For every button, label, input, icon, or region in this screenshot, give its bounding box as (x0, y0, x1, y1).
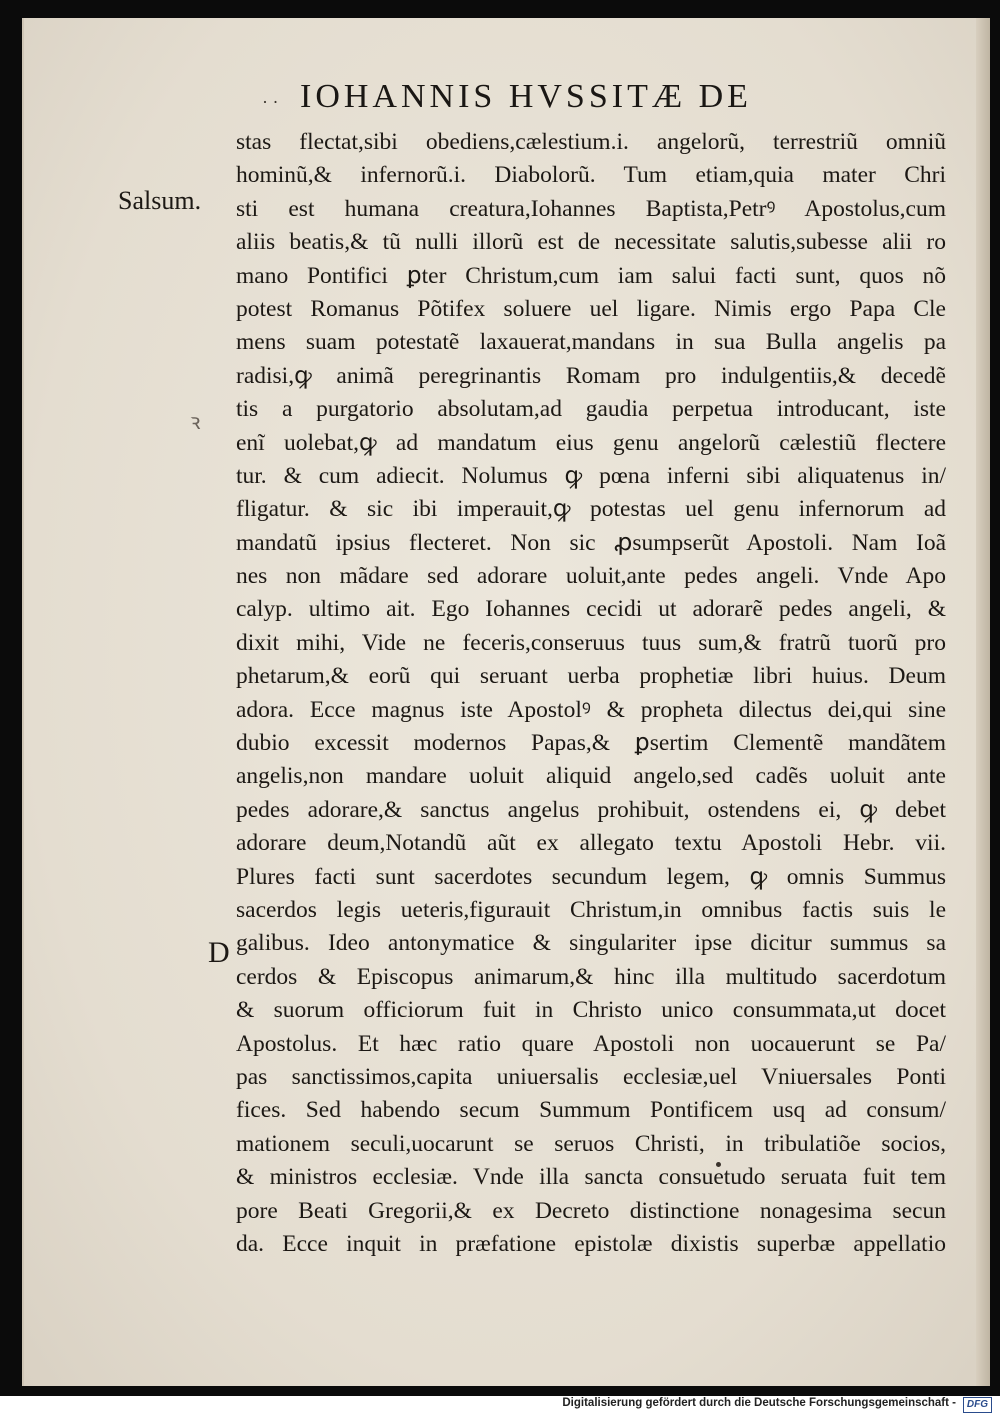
margin-note-salsum: Salsum. (118, 186, 202, 215)
text-line: dubio excessit modernos Papas,& ꝑsertim Clementẽ mandãtem (236, 730, 946, 757)
text-line: stas flectat,sibi obediens,cælestium.i. angelorũ, terrestriũ omniũ (236, 129, 946, 155)
running-head-ornament: · · (262, 92, 279, 112)
text-line: calyp. ultimo ait. Ego Iohannes cecidi ut adorarẽ pedes angeli, & (236, 596, 946, 623)
text-line: galibus. Ideo antonymatice & singulariter ipse dicitur summus sa (236, 930, 946, 957)
text-line: fices. Sed habendo secum Summum Pontificem usq ad consum/ (236, 1097, 946, 1124)
text-line: pas sanctissimos,capita uniuersalis ecclesiæ,uel Vniuersales Ponti (236, 1063, 946, 1090)
funding-credit: Digitalisierung gefördert durch die Deutsche Forschungsgemeinschaft - (562, 1397, 956, 1409)
margin-note-initial: D (208, 936, 230, 969)
main-text-block (236, 126, 946, 1261)
text-line: dixit mihi, Vide ne feceris,conseruus tuus sum,& fratrũ tuorũ pro (236, 629, 946, 656)
text-line: pore Beati Gregorii,& ex Decreto distinctione nonagesima secun (236, 1197, 946, 1224)
text-line: mens suam potestatẽ laxauerat,mandans in sua Bulla angelis pa (236, 329, 946, 356)
text-line: da. Ecce inquit in præfatione epistolæ dixistis superbæ appellatio (236, 1230, 946, 1257)
text-line: cerdos & Episcopus animarum,& hinc illa multitudo sacerdotum (236, 963, 946, 990)
text-line: fligatur. & sic ibi imperauit,ꝙ potestas uel genu infernorum ad (236, 496, 946, 523)
text-line: nes non mãdare sed adorare uoluit,ante pedes angeli. Vnde Apo (236, 563, 946, 590)
text-line: Apostolus. Et hæc ratio quare Apostoli non uocauerunt se Pa/ (236, 1030, 946, 1057)
margin-mark: ꝛ (190, 409, 201, 434)
text-line: & ministros ecclesiæ. Vnde illa sancta consuetudo seruata fuit tem (236, 1164, 946, 1191)
text-line: adorare deum,Notandũ aũt ex allegato textu Apostoli Hebr. vii. (236, 830, 946, 857)
text-line: radisi,ꝙ animã peregrinantis Romam pro indulgentiis,& decedẽ (236, 362, 946, 389)
text-line: sacerdos legis ueteris,figurauit Christum,in omnibus factis suis le (236, 896, 946, 923)
text-line: pedes adorare,& sanctus angelus prohibuit, ostendens ei, ꝙ debet (236, 796, 946, 823)
text-line: angelis,non mandare uoluit aliquid angelo,sed cadẽs uoluit ante (236, 763, 946, 790)
text-line: phetarum,& eorũ qui seruant uerba prophetiæ libri huius. Deum (236, 663, 946, 690)
page-edge (976, 18, 990, 1386)
text-line: Plures facti sunt sacerdotes secundum legem, ꝙ omnis Summus (236, 863, 946, 890)
text-line: potest Romanus Põtifex soluere uel ligare. Nimis ergo Papa Cle (236, 295, 946, 322)
text-line: adora. Ecce magnus iste Apostolꝰ & propheta dilectus dei,qui sine (236, 696, 946, 723)
text-line: & suorum officiorum fuit in Christo unico consummata,ut docet (236, 997, 946, 1024)
digitization-footer (0, 1396, 1000, 1414)
text-line: mationem seculi,uocarunt se seruos Christi, in tribulatiõe socios, (236, 1130, 946, 1157)
dfg-logo: DFG (963, 1397, 992, 1413)
text-line: tur. & cum adiecit. Nolumus ꝙ pœna inferni sibi aliquatenus in/ (236, 462, 946, 489)
text-line: tis a purgatorio absolutam,ad gaudia perpetua introducant, iste (236, 396, 946, 423)
running-head: IOHANNIS HVSSITÆ DE (300, 78, 752, 115)
text-line: sti est humana creatura,Iohannes Baptista,Petrꝰ Apostolus,cum (236, 195, 946, 222)
text-line: mandatũ ipsius flecteret. Non sic ꝓsumpserũt Apostoli. Nam Ioã (236, 529, 946, 556)
text-line: mano Pontifici ꝑter Christum,cum iam salui facti sunt, quos nõ (236, 262, 946, 289)
text-line: enĩ uolebat,ꝙ ad mandatum eius genu angelorũ cælestiũ flectere (236, 429, 946, 456)
text-line: aliis beatis,& tũ nulli illorũ est de necessitate salutis,subesse alii ro (236, 229, 946, 256)
text-line: hominũ,& infernorũ.i. Diabolorũ. Tum etiam,quia mater Chri (236, 162, 946, 189)
